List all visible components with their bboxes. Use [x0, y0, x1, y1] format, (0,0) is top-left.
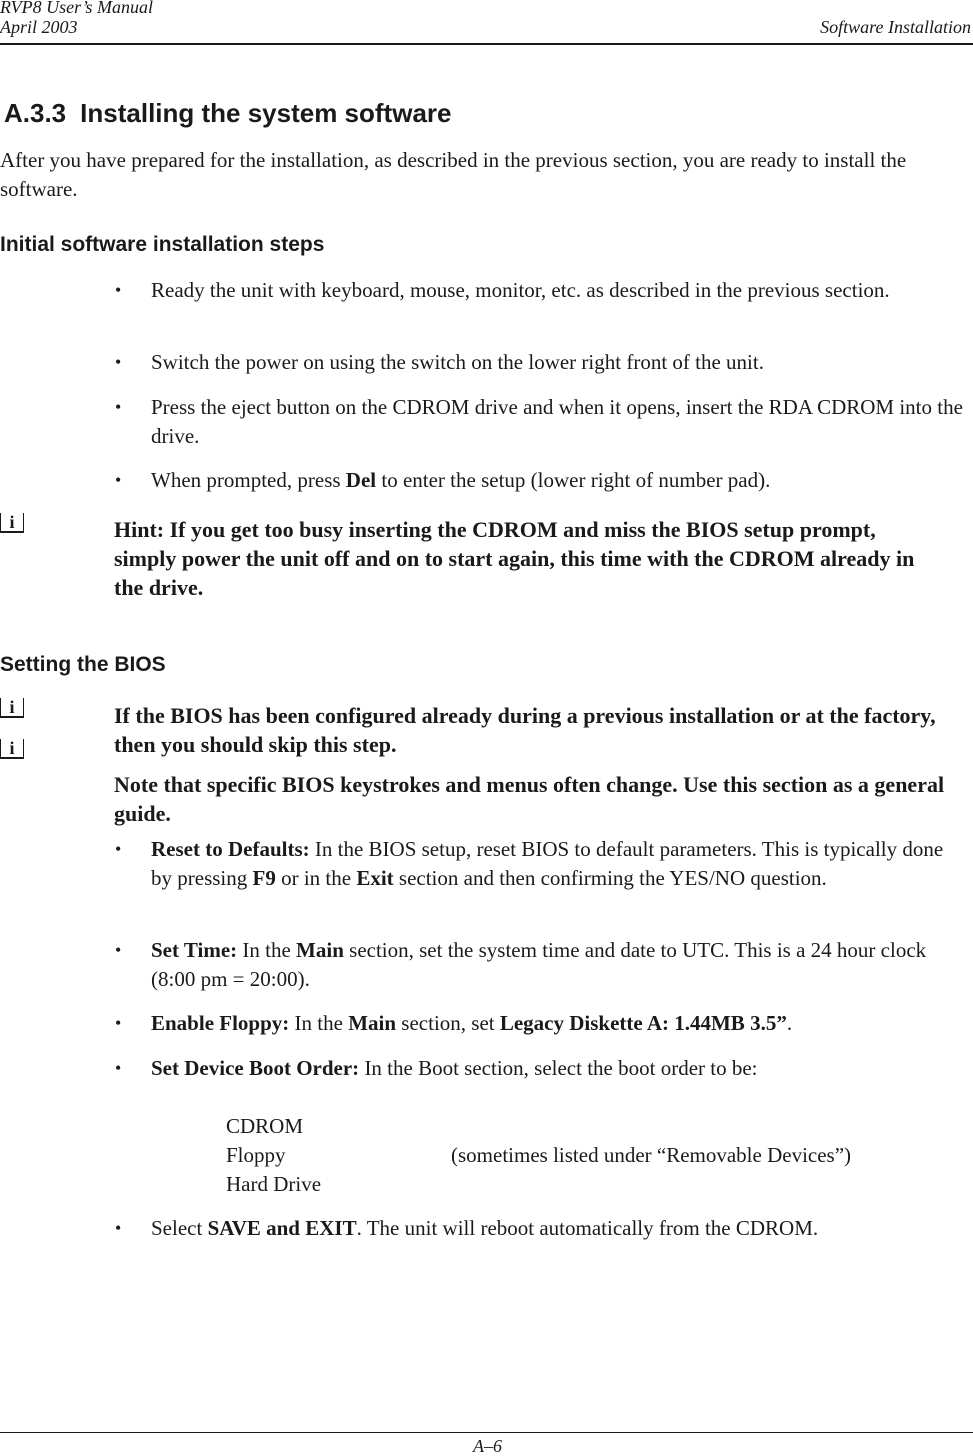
save-exit-step: [151, 1214, 966, 1243]
boot-item-cdrom: CDROM: [226, 1114, 304, 1138]
main-section: Main: [348, 1011, 397, 1035]
bullet-icon: •: [115, 1058, 122, 1078]
reset-text-1: In the BIOS setup, reset BIOS to default parameters. This is typically done by pressing: [151, 837, 944, 890]
bullet-icon: •: [115, 470, 122, 490]
reset-label: Reset to Defaults:: [151, 837, 310, 861]
main-section: Main: [296, 938, 344, 962]
floppy-text-3: .: [786, 1011, 793, 1035]
save-text-post: . The unit will reboot automatically from the CDROM.: [356, 1216, 819, 1240]
boot-label: Set Device Boot Order:: [151, 1056, 360, 1080]
hint-note: Hint: If you get too busy inserting the CDROM and miss the BIOS setup prompt, simply power the unit off and on to start again, this time with the CDROM already in the drive.: [114, 517, 915, 600]
bullet-icon: •: [115, 280, 122, 300]
enable-floppy-step: [151, 1009, 966, 1038]
info-icon: i: [0, 513, 24, 533]
set-time-step: [151, 936, 966, 994]
time-text-1: In the: [237, 938, 297, 962]
page-number: A–6: [473, 1436, 502, 1456]
step-4: [151, 466, 966, 495]
bullet-icon: •: [115, 397, 122, 417]
reset-text-2: or in the: [275, 866, 357, 890]
bullet-icon: •: [115, 839, 122, 859]
reset-text-3: section and then confirming the YES/NO question.: [393, 866, 827, 890]
header-rule: [0, 43, 973, 45]
floppy-text-2: section, set: [396, 1011, 500, 1035]
step-3: Press the eject button on the CDROM drive and when it opens, insert the RDA CDROM into the drive.: [151, 395, 963, 448]
footer-rule: [0, 1432, 973, 1433]
section-title: [4, 97, 451, 129]
del-key: Del: [345, 468, 377, 492]
bullet-icon: •: [115, 940, 122, 960]
bullet-icon: •: [115, 352, 122, 372]
section-number: A.3.3: [4, 98, 67, 128]
f9-key: F9: [252, 866, 276, 890]
time-label: Set Time:: [151, 938, 238, 962]
info-icon: i: [0, 698, 24, 718]
section-title-text: Installing the system software: [80, 98, 452, 128]
floppy-text-1: In the: [289, 1011, 349, 1035]
bullet-icon: •: [115, 1013, 122, 1033]
intro-paragraph: After you have prepared for the installation, as described in the previous section, you are ready to install the software.: [0, 148, 907, 201]
exit-section: Exit: [356, 866, 394, 890]
boot-item-hard-drive: Hard Drive: [226, 1172, 322, 1196]
manual-title: RVP8 User’s Manual: [0, 0, 153, 17]
bullet-icon: •: [115, 1218, 122, 1238]
legacy-diskette-setting: Legacy Diskette A: 1.44MB 3.5”: [499, 1011, 787, 1035]
save-text-pre: Select: [151, 1216, 208, 1240]
bios-note-2: Note that specific BIOS keystrokes and menus often change. Use this section as a general guide.: [114, 772, 945, 826]
boot-text-1: In the Boot section, select the boot order to be:: [359, 1056, 758, 1080]
step-4-pre: When prompted, press: [151, 468, 346, 492]
header-section: Software Installation: [820, 17, 971, 37]
bios-heading: Setting the BIOS: [0, 653, 166, 676]
bios-note-1: If the BIOS has been configured already during a previous installation or at the factory, then you should skip this step.: [114, 703, 936, 757]
step-2: Switch the power on using the switch on the lower right front of the unit.: [151, 350, 764, 374]
boot-item-floppy: Floppy: [226, 1143, 286, 1167]
floppy-note: (sometimes listed under “Removable Devices”): [451, 1143, 852, 1167]
save-and-exit: SAVE and EXIT: [207, 1216, 357, 1240]
time-text-2: section, set the system time and date to UTC. This is a 24 hour clock (8:00 pm = 20:00).: [151, 938, 927, 991]
reset-defaults-step: [151, 835, 966, 893]
step-1: Ready the unit with keyboard, mouse, monitor, etc. as described in the previous section.: [151, 278, 890, 302]
info-icon: i: [0, 739, 24, 759]
header-date: April 2003: [0, 17, 78, 37]
initial-steps-heading: Initial software installation steps: [0, 233, 325, 256]
boot-order-step: [151, 1054, 966, 1083]
floppy-label: Enable Floppy:: [151, 1011, 290, 1035]
step-4-post: to enter the setup (lower right of number pad).: [376, 468, 771, 492]
